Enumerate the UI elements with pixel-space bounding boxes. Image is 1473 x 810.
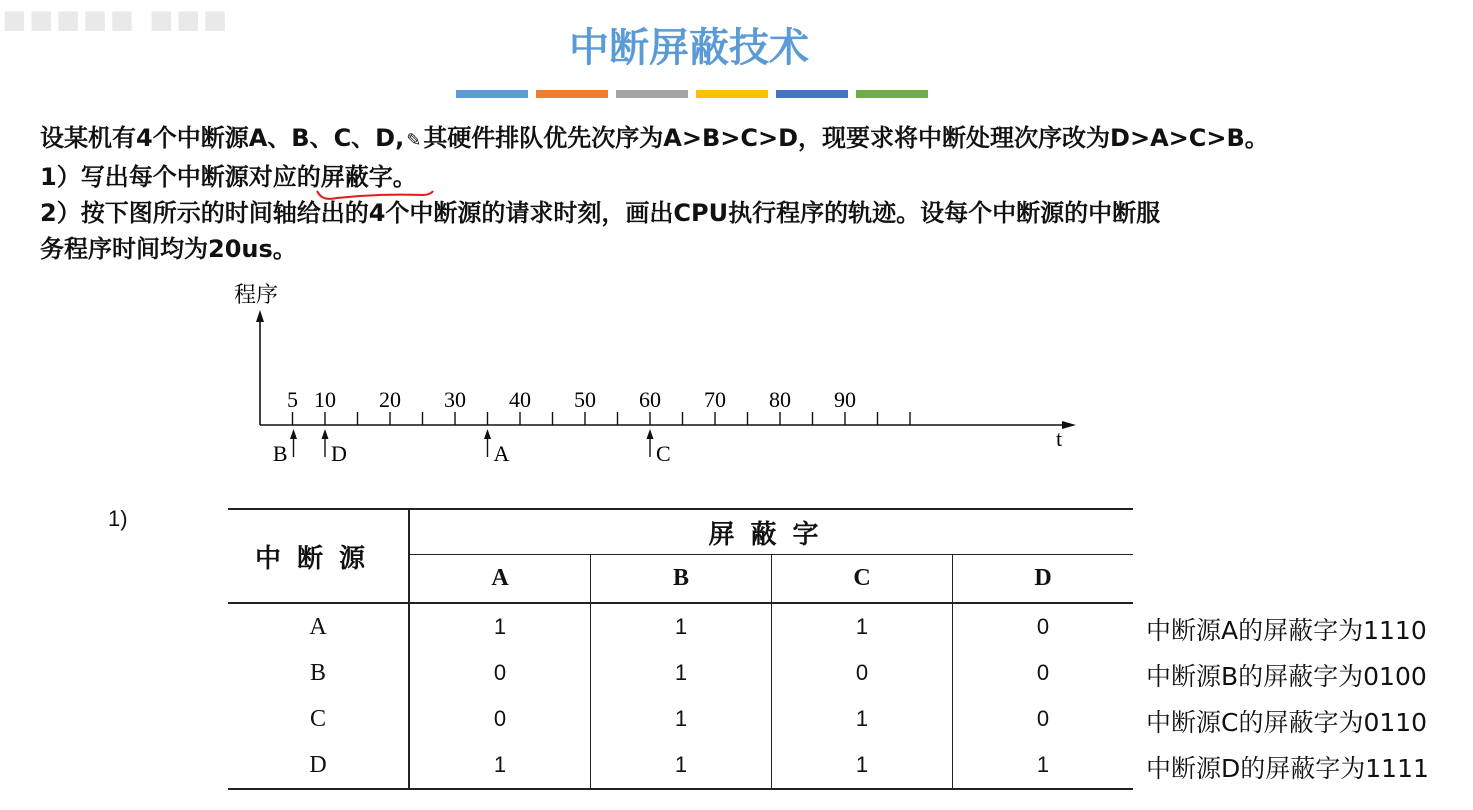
- problem-line-2-suffix: 。: [392, 163, 417, 191]
- timeline-requests: [273, 429, 671, 466]
- timeline-tick-label: 60: [639, 387, 661, 412]
- cell-d-c: 1: [772, 742, 953, 789]
- timeline-tick-label: 30: [444, 387, 466, 412]
- request-label: D: [331, 441, 347, 466]
- stripe-5: [776, 90, 848, 98]
- row-label-b: B: [228, 650, 409, 696]
- cell-b-b: 1: [591, 650, 772, 696]
- request-arrow-c: [647, 429, 671, 466]
- request-arrow-head: [484, 429, 491, 439]
- problem-line-1-part-2: 其硬件排队优先次序为A>B>C>D，现要求将中断处理次序改为D>A>C>B。: [423, 124, 1269, 152]
- source-header: 中断源: [228, 509, 409, 603]
- problem-statement: [40, 120, 1420, 267]
- cell-c-d: 0: [1036, 706, 1050, 731]
- timeline-ticks: [287, 387, 910, 425]
- table-row: [228, 696, 1133, 742]
- section-label: 1): [108, 506, 128, 531]
- note-c: 中断源C的屏蔽字为0110: [1146, 708, 1428, 737]
- table-row: [228, 603, 1133, 650]
- timeline-axes: [234, 282, 1076, 451]
- cell-b-d: 0: [1036, 660, 1050, 685]
- request-arrow-head: [647, 429, 654, 439]
- cell-a-c: 1: [772, 603, 953, 650]
- column-header-c: C: [772, 555, 953, 603]
- row-label-a: A: [228, 603, 409, 650]
- table-header-row: [228, 509, 1133, 555]
- x-axis-label: t: [1056, 426, 1063, 451]
- red-underline-mark: [315, 189, 435, 201]
- timeline-tick-label: 70: [704, 387, 726, 412]
- timeline-tick-label: 5: [287, 387, 298, 412]
- cell-a-d: 0: [953, 603, 1134, 650]
- title-color-stripes: [456, 90, 928, 98]
- note-b: 中断源B的屏蔽字为0100: [1146, 662, 1427, 691]
- request-label: C: [656, 441, 671, 466]
- problem-line-1-part-1: 设某机有4个中断源A、B、C、D,: [40, 124, 405, 152]
- problem-line-4: 务程序时间均为20us。: [40, 235, 297, 263]
- y-axis-arrow: [256, 310, 264, 322]
- stripe-4: [696, 90, 768, 98]
- cell-a-a: 1: [409, 603, 591, 650]
- cell-c-a: 0: [409, 696, 591, 742]
- cell-b-a: 0: [409, 650, 591, 696]
- column-header-d: D: [1034, 565, 1052, 592]
- stripe-2: [536, 90, 608, 98]
- request-arrow-d: [322, 429, 347, 466]
- problem-line-3: 2）按下图所示的时间轴给出的4个中断源的请求时刻，画出CPU执行程序的轨迹。设每个中断源的中断服: [40, 199, 1161, 227]
- cell-c-b: 1: [591, 696, 772, 742]
- request-arrow-head: [322, 429, 329, 439]
- cell-d-b: 1: [591, 742, 772, 789]
- stripe-6: [856, 90, 928, 98]
- page-title: 中断屏蔽技术: [569, 25, 809, 71]
- cell-d-a: 1: [409, 742, 591, 789]
- mask-table: [228, 508, 1133, 790]
- cell-d-d: 1: [953, 742, 1134, 789]
- x-axis-arrow: [1062, 421, 1076, 429]
- request-arrow-b: [273, 429, 297, 466]
- timeline-tick-label: 20: [379, 387, 401, 412]
- request-label: B: [272, 441, 288, 466]
- highlighted-word-text: 屏蔽字: [320, 163, 393, 191]
- problem-line-1: [40, 120, 1420, 159]
- note-d: 中断源D的屏蔽字为1111: [1146, 754, 1429, 783]
- note-a: 中断源A的屏蔽字为1110: [1146, 616, 1427, 645]
- mask-header: 屏蔽字: [409, 509, 1133, 555]
- request-arrow-head: [290, 429, 297, 439]
- column-header-a: A: [409, 555, 591, 603]
- problem-line-2-prefix: 1）写出每个中断源对应的: [40, 163, 321, 191]
- cell-a-b: 1: [591, 603, 772, 650]
- mask-notes: [1146, 608, 1429, 792]
- timeline-tick-label: 80: [769, 387, 791, 412]
- column-header-b: B: [591, 555, 772, 603]
- problem-line-2: [40, 159, 1420, 195]
- y-axis-label: 程序: [234, 282, 279, 307]
- table-row: [228, 650, 1133, 696]
- highlighted-word: [321, 159, 393, 195]
- timeline-tick-label: 90: [834, 387, 856, 412]
- timeline-tick-label: 50: [574, 387, 596, 412]
- table-row: [228, 742, 1133, 789]
- pen-icon: ✎: [406, 130, 422, 151]
- watermark-logo: ◼◼◼◼◼ ◼◼◼: [2, 2, 230, 37]
- row-label-c: C: [228, 696, 409, 742]
- timeline-tick-label: 40: [509, 387, 531, 412]
- request-label: A: [493, 441, 510, 466]
- timeline-tick-label: 10: [314, 387, 336, 412]
- cell-b-c: 0: [772, 650, 953, 696]
- cell-c-c: 1: [772, 696, 953, 742]
- stripe-1: [456, 90, 528, 98]
- request-arrow-a: [484, 429, 510, 466]
- row-label-d: D: [228, 742, 409, 789]
- stripe-3: [616, 90, 688, 98]
